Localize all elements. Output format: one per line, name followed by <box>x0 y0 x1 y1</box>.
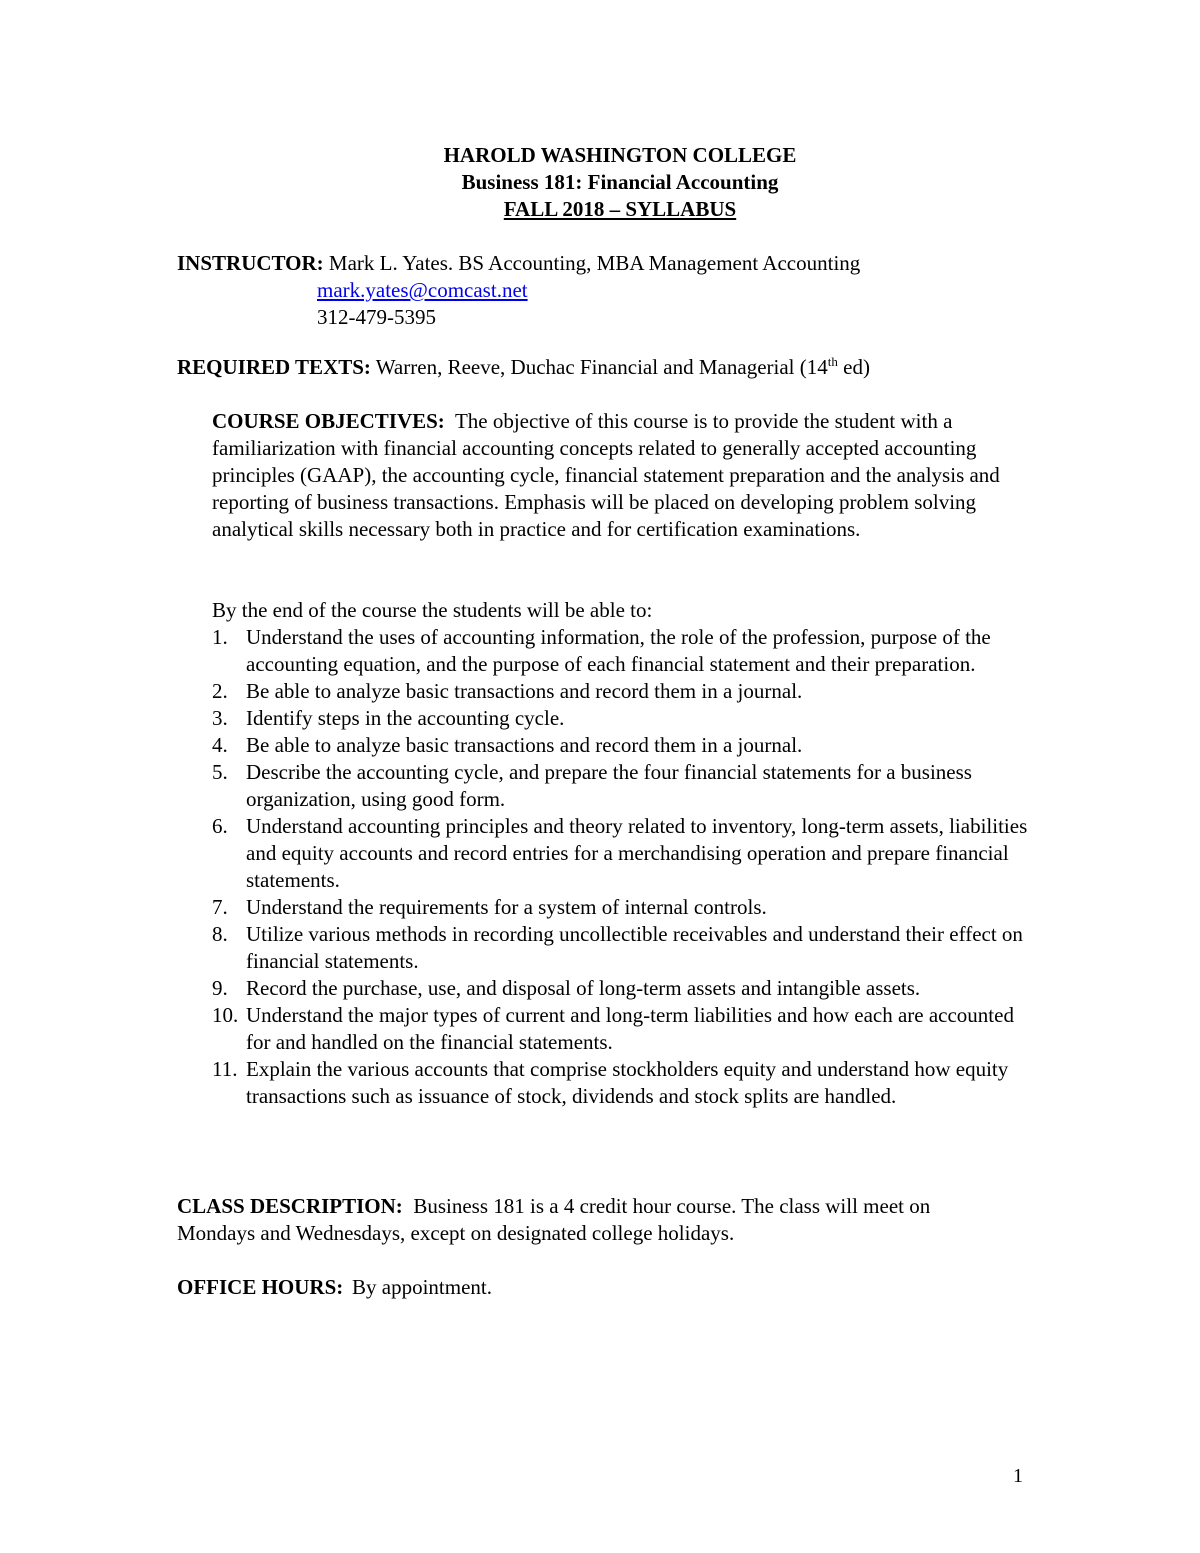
list-item-text: Be able to analyze basic transactions and record them in a journal. <box>246 679 803 703</box>
objectives-label: COURSE OBJECTIVES: <box>212 409 445 433</box>
objectives-list <box>212 624 1042 1110</box>
list-item-number: 8. <box>212 922 228 946</box>
office-hours-label: OFFICE HOURS: <box>177 1275 344 1299</box>
list-item-text: Understand the uses of accounting information, the role of the profession, purpose of the accounting equation, and the purpose of each financial statement and their preparation. <box>246 625 991 676</box>
list-item-number: 3. <box>212 706 228 730</box>
instructor-email-line <box>317 277 528 304</box>
list-item <box>212 759 1042 813</box>
list-item-text: Utilize various methods in recording uncollectible receivables and understand their effect on financial statements. <box>246 922 1023 973</box>
list-item <box>212 975 1042 1002</box>
page-number: 1 <box>1013 1465 1023 1487</box>
list-item-text: Describe the accounting cycle, and prepare the four financial statements for a business organization, using good form. <box>246 760 972 811</box>
list-item-number: 7. <box>212 895 228 919</box>
list-item-text: Record the purchase, use, and disposal of long-term assets and intangible assets. <box>246 976 921 1000</box>
list-item-number: 4. <box>212 733 228 757</box>
course-title: Business 181: Financial Accounting <box>461 170 779 194</box>
list-item-number: 2. <box>212 679 228 703</box>
office-hours-text: By appointment. <box>352 1275 492 1299</box>
objectives-text: The objective of this course is to provide the student with a familiarization with financial accounting concepts related to generally accepted accounting principles (GAAP), the accounting cycle, financial statement preparation and the analysis and reporting of business transactions. Emphasis will be placed on developing problem solving analytical skills necessary both in practice and for certification examinations. <box>212 409 1000 541</box>
list-item <box>212 732 1042 759</box>
class-description-text: Business 181 is a 4 credit hour course. The class will meet on Mondays and Wednesdays, except on designated college holidays. <box>177 1194 931 1245</box>
college-name: HAROLD WASHINGTON COLLEGE <box>443 143 797 167</box>
syllabus-term: FALL 2018 – SYLLABUS <box>503 197 737 221</box>
class-description-label: CLASS DESCRIPTION: <box>177 1194 403 1218</box>
list-item <box>212 921 1042 975</box>
objectives-lead: By the end of the course the students will be able to: <box>212 598 653 622</box>
list-item-number: 11. <box>212 1057 238 1081</box>
class-description <box>177 1193 1007 1247</box>
list-item-number: 9. <box>212 976 228 1000</box>
list-item-number: 1. <box>212 625 228 649</box>
instructor-phone: 312-479-5395 <box>317 305 436 329</box>
instructor-name: Mark L. Yates. BS Accounting, MBA Management Accounting <box>328 251 861 275</box>
list-item <box>212 1002 1042 1056</box>
edition-superscript: th <box>827 354 838 369</box>
list-item <box>212 1056 1042 1110</box>
list-item-number: 5. <box>212 760 228 784</box>
list-item <box>212 705 1042 732</box>
list-item-text: Understand accounting principles and theory related to inventory, long-term assets, liabilities and equity accounts and record entries for a merchandising operation and prepare financial statements. <box>246 814 1028 892</box>
required-texts-label: REQUIRED TEXTS: <box>177 355 371 379</box>
list-item-text: Explain the various accounts that comprise stockholders equity and understand how equity transactions such as issuance of stock, dividends and stock splits are handled. <box>246 1057 1009 1108</box>
office-hours <box>177 1274 492 1301</box>
list-item-number: 10. <box>212 1003 239 1027</box>
list-item-number: 6. <box>212 814 228 838</box>
instructor-label: INSTRUCTOR: <box>177 251 324 275</box>
document-header <box>0 142 1200 223</box>
list-item-text: Identify steps in the accounting cycle. <box>246 706 565 730</box>
list-item <box>212 678 1042 705</box>
required-texts-tail: ed) <box>837 355 870 379</box>
list-item-text: Understand the requirements for a system of internal controls. <box>246 895 767 919</box>
instructor-email-link[interactable]: mark.yates@comcast.net <box>317 278 528 302</box>
instructor-section <box>177 250 860 277</box>
list-item-text: Be able to analyze basic transactions and record them in a journal. <box>246 733 803 757</box>
list-item <box>212 894 1042 921</box>
required-texts <box>177 354 870 381</box>
required-texts-value: Warren, Reeve, Duchac Financial and Managerial (14 <box>375 355 828 379</box>
list-item-text: Understand the major types of current and long-term liabilities and how each are accounted for and handled on the financial statements. <box>246 1003 1014 1054</box>
list-item <box>212 813 1042 894</box>
list-item <box>212 624 1042 678</box>
course-objectives <box>212 408 1032 543</box>
